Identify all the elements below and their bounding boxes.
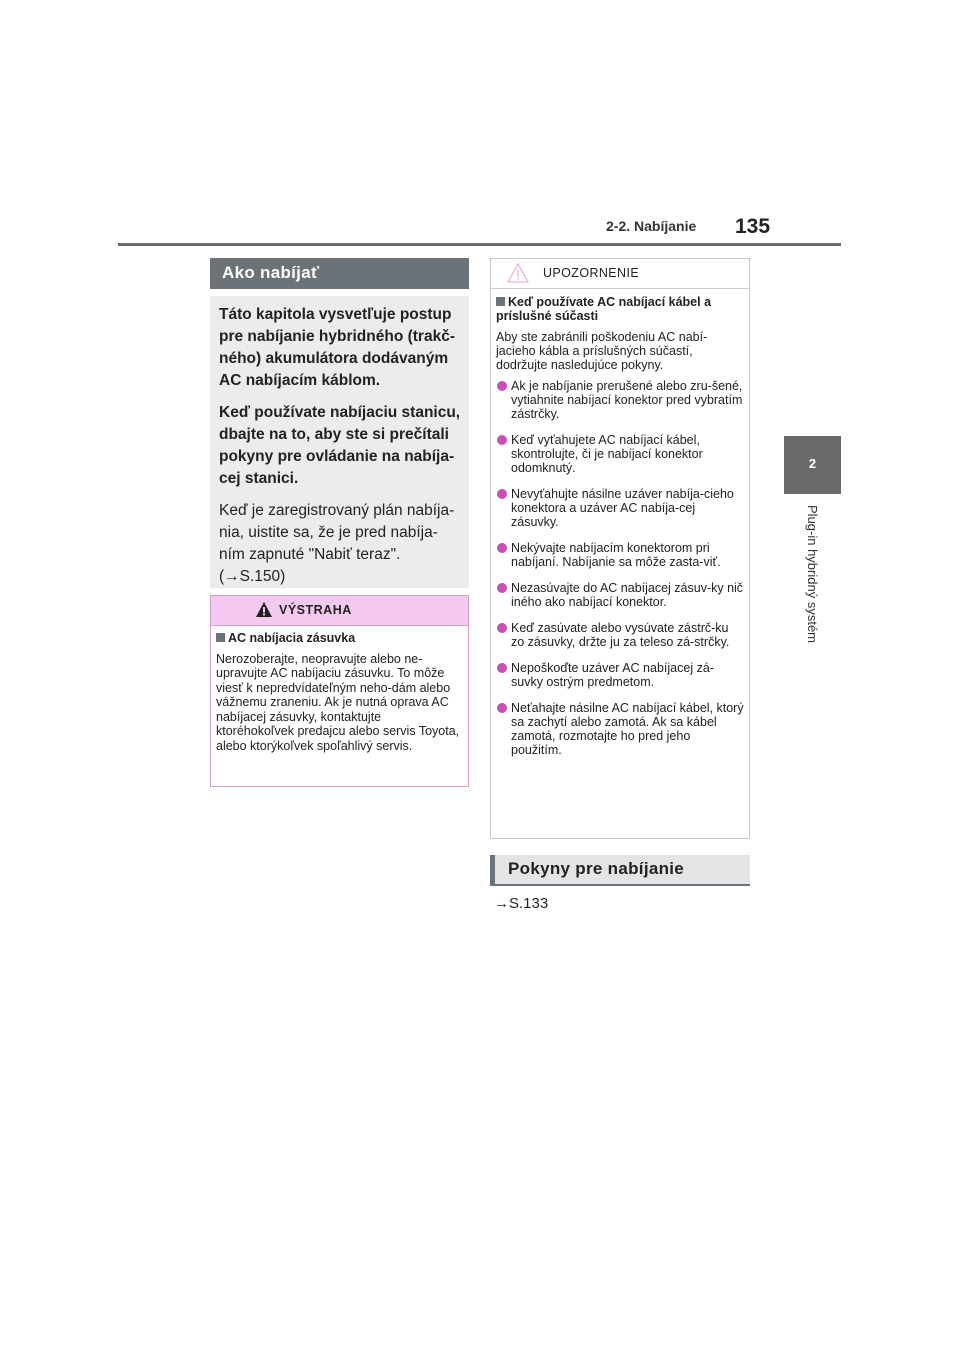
- section-heading-charging-instructions: Pokyny pre nabíjanie: [490, 855, 750, 886]
- bullet-icon: [497, 663, 507, 673]
- chapter-tab: [784, 436, 841, 494]
- caution-header: [491, 259, 749, 289]
- intro-paragraph-1: Táto kapitola vysvetľuje postup pre nabíjanie hybridného (trakč-ného) akumulátora dodávaným AC nabíjacím káblom.: [219, 306, 455, 389]
- list-item: Ak je nabíjanie prerušené alebo zru-šené, vytiahnite nabíjací konektor pred vybratím zástrčky.: [496, 379, 744, 421]
- warning-text: Nerozoberajte, neopravujte alebo ne-upravujte AC nabíjaciu zásuvku. To môže viesť k nepredvídateľným neho-dám alebo vážnemu zraneniu. Ak je nutná oprava AC nabíjacej zásuvky, kontaktujte ktoréhokoľvek predajcu alebo servis Toyota, alebo ktorýkoľvek spoľahlivý servis.: [216, 651, 460, 753]
- warning-icon: [255, 601, 273, 623]
- intro-paragraph-2: Keď používate nabíjaciu stanicu, dbajte na to, aby ste si prečítali pokyny pre ovládanie na nabíja-cej stanici.: [219, 404, 461, 487]
- warning-subtitle: AC nabíjacia zásuvka: [216, 631, 462, 646]
- intro-reference-link[interactable]: (→S.150): [219, 568, 286, 585]
- square-bullet-icon: [496, 297, 505, 306]
- section-title: 2-2. Nabíjanie: [606, 218, 697, 234]
- header-rule: [118, 243, 841, 246]
- square-bullet-icon: [216, 633, 225, 642]
- warning-title: VÝSTRAHA: [279, 603, 352, 617]
- bullet-icon: [497, 703, 507, 713]
- bullet-icon: [497, 489, 507, 499]
- page-reference-link[interactable]: →S.133: [494, 895, 549, 912]
- caution-subtitle: Keď používate AC nabíjací kábel a príslušné súčasti: [496, 295, 712, 323]
- intro-box: [210, 296, 469, 588]
- bullet-icon: [497, 583, 507, 593]
- list-item: Nezasúvajte do AC nabíjacej zásuv-ky nič iného ako nabíjací konektor.: [496, 581, 744, 609]
- bullet-icon: [497, 435, 507, 445]
- caution-triangle-icon: [506, 262, 530, 289]
- section-heading: Ako nabíjať: [210, 258, 469, 289]
- intro-paragraph-3: Keď je zaregistrovaný plán nabíja-nia, uistite sa, že je pred nabíja-ním zapnuté "Nabiť teraz".: [219, 502, 455, 563]
- list-item: Neťahajte násilne AC nabíjací kábel, ktorý sa zachytí alebo zamotá. Ak sa kábel zamotá, rozmotajte ho pred jeho použitím.: [496, 701, 744, 757]
- caution-description: Aby ste zabránili poškodeniu AC nabí-jacieho kábla a príslušných súčastí, dodržujte nasledujúce pokyny.: [496, 330, 708, 372]
- list-item: Keď zasúvate alebo vysúvate zástrč-ku zo zásuvky, držte ju za teleso zá-strčky.: [496, 621, 744, 649]
- bullet-icon: [497, 623, 507, 633]
- caution-box: [490, 258, 750, 839]
- caution-title: UPOZORNENIE: [543, 266, 640, 280]
- page-number: 135: [735, 215, 771, 238]
- bullet-icon: [497, 381, 507, 391]
- warning-box: [210, 595, 469, 787]
- chapter-label: Plug-in hybridný systém: [805, 505, 820, 643]
- chapter-number: 2: [808, 456, 817, 471]
- list-item: Keď vyťahujete AC nabíjací kábel, skontrolujte, či je nabíjací konektor odomknutý.: [496, 433, 744, 475]
- list-item: Nepoškoďte uzáver AC nabíjacej zá-suvky ostrým predmetom.: [496, 661, 744, 689]
- warning-header: [211, 596, 468, 626]
- list-item: Nekývajte nabíjacím konektorom pri nabíjaní. Nabíjanie sa môže zasta-viť.: [496, 541, 744, 569]
- list-item: Nevyťahujte násilne uzáver nabíja-cieho konektora a uzáver AC nabíja-cej zásuvky.: [496, 487, 744, 529]
- bullet-icon: [497, 543, 507, 553]
